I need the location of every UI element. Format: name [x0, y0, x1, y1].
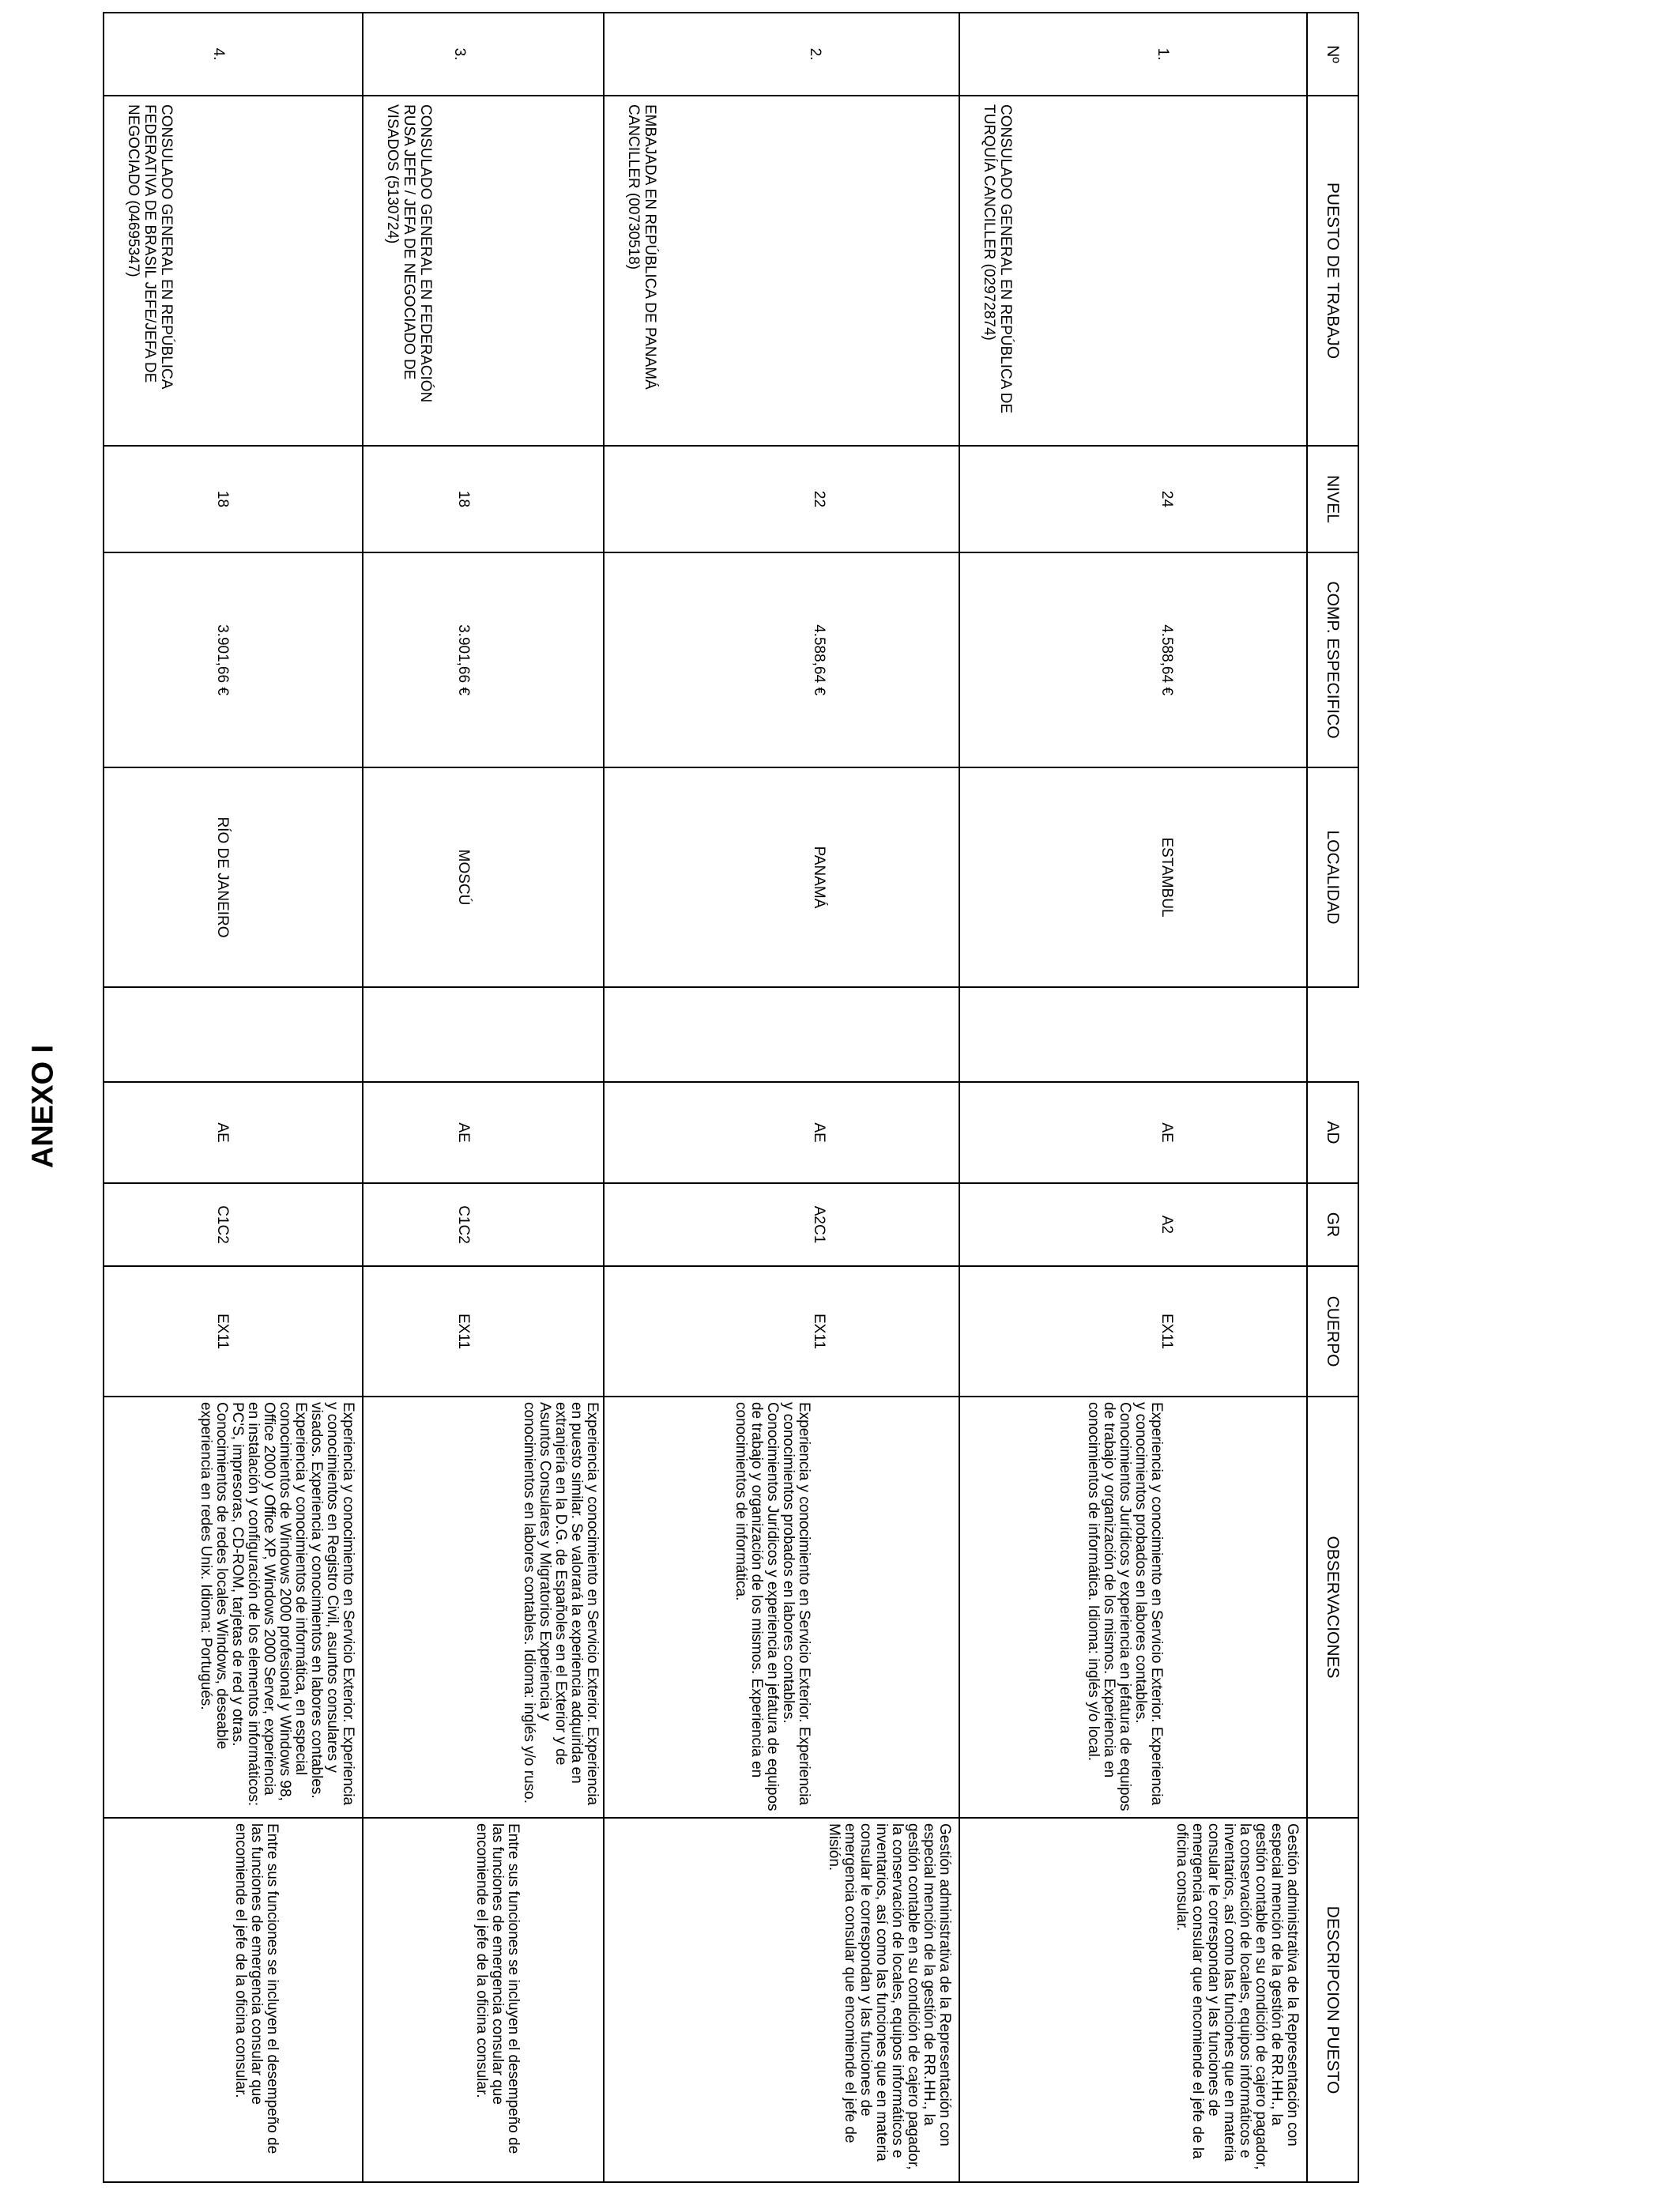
ad-cell: AE: [959, 1082, 1307, 1183]
header-ad: AD: [1307, 1082, 1358, 1183]
table-row: [959, 13, 1307, 2182]
header-row: [1307, 13, 1358, 2182]
blank-cell: [959, 987, 1307, 1082]
puesto-cell: CONSULADO GENERAL EN REPÚBLICA DE TURQUÍA CANCILLER (02972874): [959, 96, 1307, 446]
localidad-cell: RÍO DE JANEIRO: [104, 767, 363, 987]
ad-cell: AE: [604, 1082, 959, 1183]
cuerpo-cell: EX11: [104, 1266, 363, 1397]
comp-especifico-cell: 3.901,66 €: [363, 552, 604, 767]
gr-cell: C1C2: [363, 1183, 604, 1266]
nivel-cell: 18: [104, 446, 363, 552]
row-number: 4.: [104, 13, 363, 96]
blank-cell: [363, 987, 604, 1082]
table-row: [104, 13, 363, 2182]
localidad-cell: ESTAMBUL: [959, 767, 1307, 987]
ad-cell: AE: [363, 1082, 604, 1183]
puesto-cell: CONSULADO GENERAL EN FEDERACIÓN RUSA JEFE / JEFA DE NEGOCIADO DE VISADOS (5130724): [363, 96, 604, 446]
observaciones-cell: Experiencia y conocimiento en Servicio Exterior. Experiencia en puesto similar. Se valorará la experiencia adquirida en extranjería en la D.G. de Españoles en el Exterior y de Asuntos Consulares y Migratorios Experiencia y conocimientos en labores contables. Idioma: inglés y/o ruso.: [363, 1397, 604, 1818]
puesto-cell: CONSULADO GENERAL EN REPÚBLICA FEDERATIVA DE BRASIL JEFE/JEFA DE NEGOCIADO (04695347): [104, 96, 363, 446]
header-comp-especifico: COMP. ESPECIFICO: [1307, 552, 1358, 767]
comp-especifico-cell: 4.588,64 €: [604, 552, 959, 767]
row-number: 3.: [363, 13, 604, 96]
annex-table: [103, 12, 1359, 2183]
descripcion-cell: Entre sus funciones se incluyen el desempeño de las funciones de emergencia consular que encomiende el jefe de la oficina consular.: [104, 1818, 363, 2182]
cuerpo-cell: EX11: [604, 1266, 959, 1397]
comp-especifico-cell: 3.901,66 €: [104, 552, 363, 767]
header-observaciones: OBSERVACIONES: [1307, 1397, 1358, 1818]
table-row: [363, 13, 604, 2182]
page-title: ANEXO I: [26, 1044, 60, 1169]
header-no: Nº: [1307, 13, 1358, 96]
comp-especifico-cell: 4.588,64 €: [959, 552, 1307, 767]
localidad-cell: PANAMÁ: [604, 767, 959, 987]
row-number: 2.: [604, 13, 959, 96]
nivel-cell: 22: [604, 446, 959, 552]
descripcion-cell: Gestión administrativa de la Representación con especial mención de la gestión de RR.HH., la gestión contable en su condición de cajero pagador, la conservación de locales, equipos informáticos e inventarios, así como las funciones que en materia consular le correspondan y las funciones de emergencia consular que encomiende el jefe de la oficina consular.: [959, 1818, 1307, 2182]
header-cuerpo: CUERPO: [1307, 1266, 1358, 1397]
puesto-cell: EMBAJADA EN REPÚBLICA DE PANAMÁ CANCILLER (00730518): [604, 96, 959, 446]
descripcion-cell: Entre sus funciones se incluyen el desempeño de las funciones de emergencia consular que encomiende el jefe de la oficina consular.: [363, 1818, 604, 2182]
header-gr: GR: [1307, 1183, 1358, 1266]
cuerpo-cell: EX11: [959, 1266, 1307, 1397]
observaciones-cell: Experiencia y conocimiento en Servicio Exterior. Experiencia y conocimientos en Registro Civil, asuntos consulares y visados. Experiencia y conocimientos en labores contables. Experiencia y conocimientos de informática, en especial conocimientos de Windows 2000 profesional y Windows 98, Office 2000 y Office XP, Windows 2000 Server, experiencia en instalación y configuración de los elementos informáticos: PC'S, impresoras, CD-ROM, tarjetas de red y otras. Conocimientos de redes locales Windows, deseable experiencia en redes Unix. Idioma: Portugués.: [104, 1397, 363, 1818]
nivel-cell: 18: [363, 446, 604, 552]
gr-cell: A2C1: [604, 1183, 959, 1266]
table-row: [604, 13, 959, 2182]
header-puesto: PUESTO DE TRABAJO: [1307, 96, 1358, 446]
blank-cell: [104, 987, 363, 1082]
blank-cell: [604, 987, 959, 1082]
header-blank: [1307, 987, 1358, 1082]
header-localidad: LOCALIDAD: [1307, 767, 1358, 987]
row-number: 1.: [959, 13, 1307, 96]
localidad-cell: MOSCÚ: [363, 767, 604, 987]
descripcion-cell: Gestión administrativa de la Representación con especial mención de la gestión de RR.HH., la gestión contable en su condición de cajero pagador, la conservación de locales, equipos informáticos e inventarios, así como las funciones que en materia consular le correspondan y las funciones de emergencia consular que encomiende el jefe de Misión.: [604, 1818, 959, 2182]
nivel-cell: 24: [959, 446, 1307, 552]
header-nivel: NIVEL: [1307, 446, 1358, 552]
observaciones-cell: Experiencia y conocimiento en Servicio Exterior. Experiencia y conocimientos probados en labores contables. Conocimientos Jurídicos y experiencia en jefatura de equipos de trabajo y organización de los mismos. Experiencia en conocimientos de informática.: [604, 1397, 959, 1818]
header-descripcion: DESCRIPCION PUESTO: [1307, 1818, 1358, 2182]
gr-cell: A2: [959, 1183, 1307, 1266]
cuerpo-cell: EX11: [363, 1266, 604, 1397]
observaciones-cell: Experiencia y conocimiento en Servicio Exterior. Experiencia y conocimientos probados en labores contables. Conocimientos Jurídicos y experiencia en jefatura de equipos de trabajo y organización de los mismos. Experiencia en conocimientos de informática. Idioma: inglés y/o local.: [959, 1397, 1307, 1818]
annex-table-rotated: [103, 12, 1359, 2181]
gr-cell: C1C2: [104, 1183, 363, 1266]
ad-cell: AE: [104, 1082, 363, 1183]
